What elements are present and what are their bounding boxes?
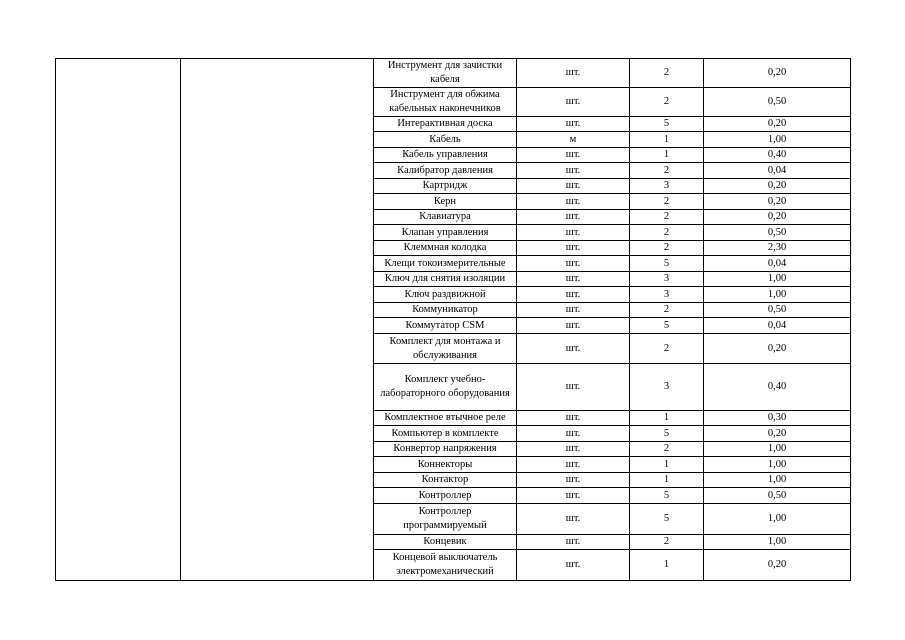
quantity-cell: 2 bbox=[630, 88, 704, 117]
quantity-cell: 3 bbox=[630, 364, 704, 411]
quantity-cell: 5 bbox=[630, 318, 704, 334]
unit-cell: шт. bbox=[517, 163, 630, 179]
quantity-cell: 1 bbox=[630, 411, 704, 426]
unit-cell: шт. bbox=[517, 256, 630, 272]
item-name-cell: Контактор bbox=[374, 473, 517, 488]
empty-column-1 bbox=[56, 59, 181, 581]
coefficient-cell: 0,20 bbox=[704, 117, 851, 132]
item-name-cell: Коммутатор CSM bbox=[374, 318, 517, 334]
coefficient-cell: 0,50 bbox=[704, 88, 851, 117]
quantity-cell: 3 bbox=[630, 287, 704, 303]
coefficient-cell: 2,30 bbox=[704, 241, 851, 256]
unit-cell: шт. bbox=[517, 473, 630, 488]
unit-cell: шт. bbox=[517, 287, 630, 303]
item-name-cell: Концевик bbox=[374, 535, 517, 550]
coefficient-cell: 0,04 bbox=[704, 318, 851, 334]
quantity-cell: 2 bbox=[630, 59, 704, 88]
coefficient-cell: 1,00 bbox=[704, 132, 851, 148]
item-name-cell: Комплектное втычное реле bbox=[374, 411, 517, 426]
unit-cell: шт. bbox=[517, 504, 630, 535]
coefficient-cell: 1,00 bbox=[704, 504, 851, 535]
item-name-cell: Интерактивная доска bbox=[374, 117, 517, 132]
coefficient-cell: 0,04 bbox=[704, 163, 851, 179]
unit-cell: шт. bbox=[517, 179, 630, 194]
quantity-cell: 2 bbox=[630, 241, 704, 256]
unit-cell: шт. bbox=[517, 117, 630, 132]
quantity-cell: 2 bbox=[630, 210, 704, 225]
coefficient-cell: 0,40 bbox=[704, 148, 851, 163]
item-name-cell: Клавиатура bbox=[374, 210, 517, 225]
item-name-cell: Компьютер в комплекте bbox=[374, 426, 517, 442]
empty-column-2 bbox=[181, 59, 374, 581]
item-name-cell: Клеммная колодка bbox=[374, 241, 517, 256]
unit-cell: шт. bbox=[517, 426, 630, 442]
coefficient-cell: 0,50 bbox=[704, 303, 851, 318]
quantity-cell: 3 bbox=[630, 272, 704, 287]
coefficient-cell: 1,00 bbox=[704, 272, 851, 287]
unit-cell: шт. bbox=[517, 411, 630, 426]
unit-cell: шт. bbox=[517, 88, 630, 117]
table-row bbox=[56, 59, 851, 88]
item-name-cell: Калибратор давления bbox=[374, 163, 517, 179]
coefficient-cell: 1,00 bbox=[704, 457, 851, 473]
coefficient-cell: 0,20 bbox=[704, 194, 851, 210]
item-name-cell: Инструмент для зачистки кабеля bbox=[374, 59, 517, 88]
item-name-cell: Контроллер программируемый bbox=[374, 504, 517, 535]
unit-cell: шт. bbox=[517, 364, 630, 411]
quantity-cell: 2 bbox=[630, 194, 704, 210]
quantity-cell: 5 bbox=[630, 426, 704, 442]
quantity-cell: 2 bbox=[630, 334, 704, 364]
coefficient-cell: 0,04 bbox=[704, 256, 851, 272]
coefficient-cell: 0,50 bbox=[704, 488, 851, 504]
equipment-table bbox=[55, 58, 851, 581]
coefficient-cell: 0,30 bbox=[704, 411, 851, 426]
coefficient-cell: 0,20 bbox=[704, 210, 851, 225]
coefficient-cell: 0,20 bbox=[704, 334, 851, 364]
quantity-cell: 5 bbox=[630, 488, 704, 504]
coefficient-cell: 0,20 bbox=[704, 426, 851, 442]
item-name-cell: Коннекторы bbox=[374, 457, 517, 473]
quantity-cell: 1 bbox=[630, 473, 704, 488]
coefficient-cell: 1,00 bbox=[704, 535, 851, 550]
coefficient-cell: 0,50 bbox=[704, 225, 851, 241]
item-name-cell: Картридж bbox=[374, 179, 517, 194]
item-name-cell: Кабель bbox=[374, 132, 517, 148]
unit-cell: шт. bbox=[517, 303, 630, 318]
unit-cell: шт. bbox=[517, 194, 630, 210]
quantity-cell: 2 bbox=[630, 442, 704, 457]
coefficient-cell: 1,00 bbox=[704, 442, 851, 457]
coefficient-cell: 1,00 bbox=[704, 287, 851, 303]
item-name-cell: Ключ раздвижной bbox=[374, 287, 517, 303]
item-name-cell: Концевой выключатель электромеханический bbox=[374, 550, 517, 581]
item-name-cell: Конвертор напряжения bbox=[374, 442, 517, 457]
unit-cell: шт. bbox=[517, 210, 630, 225]
unit-cell: шт. bbox=[517, 488, 630, 504]
unit-cell: шт. bbox=[517, 550, 630, 581]
item-name-cell: Инструмент для обжима кабельных наконечников bbox=[374, 88, 517, 117]
item-name-cell: Контроллер bbox=[374, 488, 517, 504]
unit-cell: шт. bbox=[517, 318, 630, 334]
coefficient-cell: 0,20 bbox=[704, 550, 851, 581]
coefficient-cell: 0,20 bbox=[704, 59, 851, 88]
coefficient-cell: 1,00 bbox=[704, 473, 851, 488]
quantity-cell: 5 bbox=[630, 256, 704, 272]
quantity-cell: 1 bbox=[630, 457, 704, 473]
unit-cell: шт. bbox=[517, 59, 630, 88]
unit-cell: шт. bbox=[517, 272, 630, 287]
quantity-cell: 2 bbox=[630, 535, 704, 550]
unit-cell: шт. bbox=[517, 535, 630, 550]
quantity-cell: 2 bbox=[630, 225, 704, 241]
item-name-cell: Клещи токоизмерительные bbox=[374, 256, 517, 272]
coefficient-cell: 0,40 bbox=[704, 364, 851, 411]
item-name-cell: Кабель управления bbox=[374, 148, 517, 163]
item-name-cell: Комплект для монтажа и обслуживания bbox=[374, 334, 517, 364]
quantity-cell: 1 bbox=[630, 132, 704, 148]
quantity-cell: 3 bbox=[630, 179, 704, 194]
quantity-cell: 5 bbox=[630, 117, 704, 132]
item-name-cell: Коммуникатор bbox=[374, 303, 517, 318]
unit-cell: шт. bbox=[517, 442, 630, 457]
item-name-cell: Комплект учебно-лабораторного оборудования bbox=[374, 364, 517, 411]
item-name-cell: Ключ для снятия изоляции bbox=[374, 272, 517, 287]
quantity-cell: 2 bbox=[630, 163, 704, 179]
unit-cell: шт. bbox=[517, 241, 630, 256]
unit-cell: шт. bbox=[517, 148, 630, 163]
quantity-cell: 1 bbox=[630, 550, 704, 581]
coefficient-cell: 0,20 bbox=[704, 179, 851, 194]
unit-cell: м bbox=[517, 132, 630, 148]
quantity-cell: 5 bbox=[630, 504, 704, 535]
quantity-cell: 2 bbox=[630, 303, 704, 318]
unit-cell: шт. bbox=[517, 225, 630, 241]
unit-cell: шт. bbox=[517, 457, 630, 473]
unit-cell: шт. bbox=[517, 334, 630, 364]
item-name-cell: Керн bbox=[374, 194, 517, 210]
table-body bbox=[56, 59, 851, 581]
item-name-cell: Клапан управления bbox=[374, 225, 517, 241]
quantity-cell: 1 bbox=[630, 148, 704, 163]
